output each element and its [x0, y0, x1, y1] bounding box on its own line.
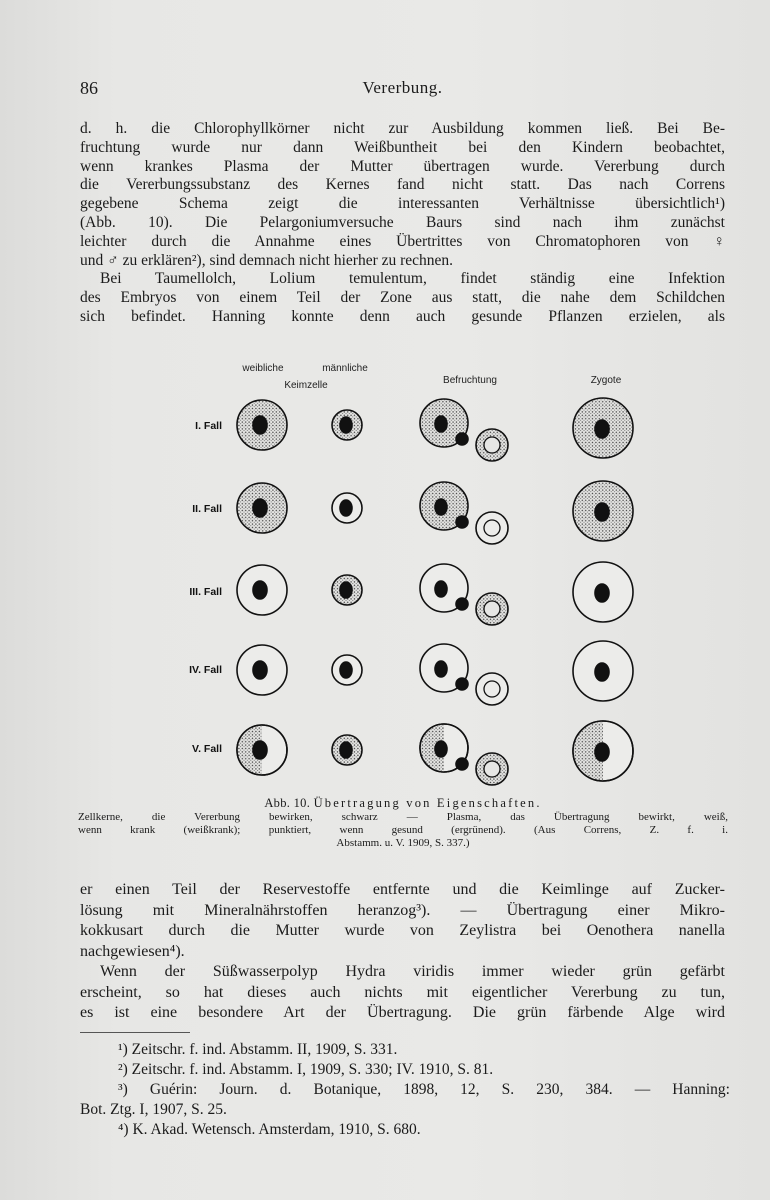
footnote-rule — [80, 1032, 190, 1033]
running-title: Vererbung. — [362, 78, 443, 97]
figure-inheritance-diagram — [170, 360, 650, 800]
nucleus — [435, 499, 447, 515]
text-line: erscheint, so hat dieses auch nichts mit eigentlicher Vererbung zu tun, — [80, 983, 725, 1001]
nucleus — [595, 420, 609, 438]
row-label-fall-4: IV. Fall — [189, 664, 222, 676]
row-label-fall-5: V. Fall — [192, 743, 222, 755]
nucleus — [435, 661, 447, 677]
row-fall-3 — [237, 562, 633, 625]
migrating-nucleus — [456, 598, 468, 610]
label-weibliche: weibliche — [242, 363, 284, 374]
migrating-nucleus — [456, 678, 468, 690]
text-line: die Vererbungssubstanz des Kernes fand nicht statt. Das nach Correns — [80, 176, 725, 194]
footnotes — [80, 1040, 730, 1140]
nucleus — [595, 503, 609, 521]
nucleus — [595, 584, 609, 602]
nucleus — [253, 416, 267, 434]
migrating-nucleus — [456, 758, 468, 770]
text-line: es ist eine besondere Art der Übertragung. Die grün färbende Alge wird — [80, 1004, 725, 1021]
nucleus — [435, 741, 447, 757]
caption-title — [78, 796, 728, 811]
caption-line: Abstamm. u. V. 1909, S. 337.) — [336, 837, 470, 849]
footnote: ⁴) K. Akad. Wetensch. Amsterdam, 1910, S. 680. — [118, 1121, 421, 1138]
text-line: er einen Teil der Reservestoffe entfernte und die Keimlinge auf Zucker- — [80, 881, 725, 898]
page-number: 86 — [80, 78, 98, 98]
text-line: (Abb. 10). Die Pelargoniumversuche Baurs sind nach ihm zunächst — [80, 213, 725, 231]
footnote: ¹) Zeitschr. f. ind. Abstamm. II, 1909, S. 331. — [118, 1041, 398, 1058]
nucleus — [340, 582, 352, 598]
row-label-fall-1: I. Fall — [195, 420, 222, 432]
text-line: nachgewiesen⁴). — [80, 942, 185, 960]
sperm-inner-ring — [484, 681, 500, 697]
sperm-inner-ring — [484, 520, 500, 536]
page-header — [80, 78, 725, 100]
nucleus — [435, 581, 447, 597]
nucleus — [340, 500, 352, 516]
nucleus — [253, 741, 267, 759]
migrating-nucleus — [456, 516, 468, 528]
caption-figure-title: Übertragung von Eigenschaften. — [313, 796, 542, 810]
figure-caption — [78, 796, 728, 850]
text-line: Bei Taumellolch, Lolium temulentum, findet ständig eine Infektion — [100, 270, 725, 288]
paragraph-bottom — [80, 880, 725, 1024]
text-line: lösung mit Mineralnährstoffen heranzog³). — Übertragung einer Mikro- — [80, 901, 725, 919]
label-maennliche: männliche — [322, 363, 368, 374]
footnote-continuation: Bot. Ztg. I, 1907, S. 25. — [80, 1101, 227, 1118]
label-keimzelle: Keimzelle — [284, 380, 328, 391]
footnote: ³) Guérin: Journ. d. Botanique, 1898, 12, S. 230, 384. — Hanning: — [118, 1081, 730, 1098]
nucleus — [340, 417, 352, 433]
nucleus — [340, 662, 352, 678]
text-line: wenn krankes Plasma der Mutter übertragen wurde. Vererbung durch — [80, 157, 725, 175]
nucleus — [253, 499, 267, 517]
sperm-inner-ring — [484, 761, 500, 777]
text-line: fruchtung wurde nur dann Weißbuntheit bei den Kindern beobachtet, — [80, 138, 725, 156]
sperm-inner-ring — [484, 601, 500, 617]
text-line: d. h. die Chlorophyllkörner nicht zur Ausbildung kommen ließ. Bei Be- — [80, 120, 725, 137]
text-line: leichter durch die Annahme eines Übertrittes von Chromatophoren von ♀ — [80, 232, 725, 250]
text-line: gegebene Schema zeigt die interessanten Verhältnisse übersichtlich¹) — [80, 195, 725, 213]
caption-line: wenn krank (weißkrank); punktiert, wenn gesund (ergrünend). (Aus Correns, Z. f. i. — [78, 824, 728, 836]
text-line: sich befindet. Hanning konnte denn auch gesunde Pflanzen erzielen, als — [80, 307, 725, 325]
sperm-inner-ring — [484, 437, 500, 453]
label-befruchtung: Befruchtung — [443, 375, 497, 386]
text-line: des Embryos von einem Teil der Zone aus statt, die nahe dem Schildchen — [80, 289, 725, 307]
row-fall-2 — [237, 481, 633, 544]
text-line: und ♂ zu erklären²), sind demnach nicht hierher zu rechnen. — [80, 251, 454, 269]
label-zygote: Zygote — [590, 375, 622, 386]
row-fall-5 — [237, 721, 633, 785]
nucleus — [435, 416, 447, 432]
caption-line: Zellkerne, die Vererbung bewirken, schwarz — Plasma, das Übertragung bewirkt, weiß, — [78, 811, 728, 823]
nucleus — [340, 742, 352, 758]
row-fall-1 — [237, 398, 633, 461]
row-label-fall-3: III. Fall — [189, 586, 222, 598]
text-line: kokkusart durch die Mutter wurde von Zeylistra bei Oenothera nanella — [80, 922, 725, 939]
nucleus — [595, 663, 609, 681]
row-label-fall-2: II. Fall — [192, 503, 222, 515]
nucleus — [253, 581, 267, 599]
text-line: Wenn der Süßwasserpolyp Hydra viridis immer wieder grün gefärbt — [100, 963, 725, 980]
nucleus — [595, 743, 609, 761]
migrating-nucleus — [456, 433, 468, 445]
footnote: ²) Zeitschr. f. ind. Abstamm. I, 1909, S. 330; IV. 1910, S. 81. — [118, 1061, 494, 1078]
nucleus — [253, 661, 267, 679]
row-fall-4 — [237, 641, 633, 705]
caption-figure-number: Abb. 10. — [264, 796, 311, 810]
paragraph-top — [80, 120, 725, 327]
diagram-svg — [170, 360, 650, 800]
